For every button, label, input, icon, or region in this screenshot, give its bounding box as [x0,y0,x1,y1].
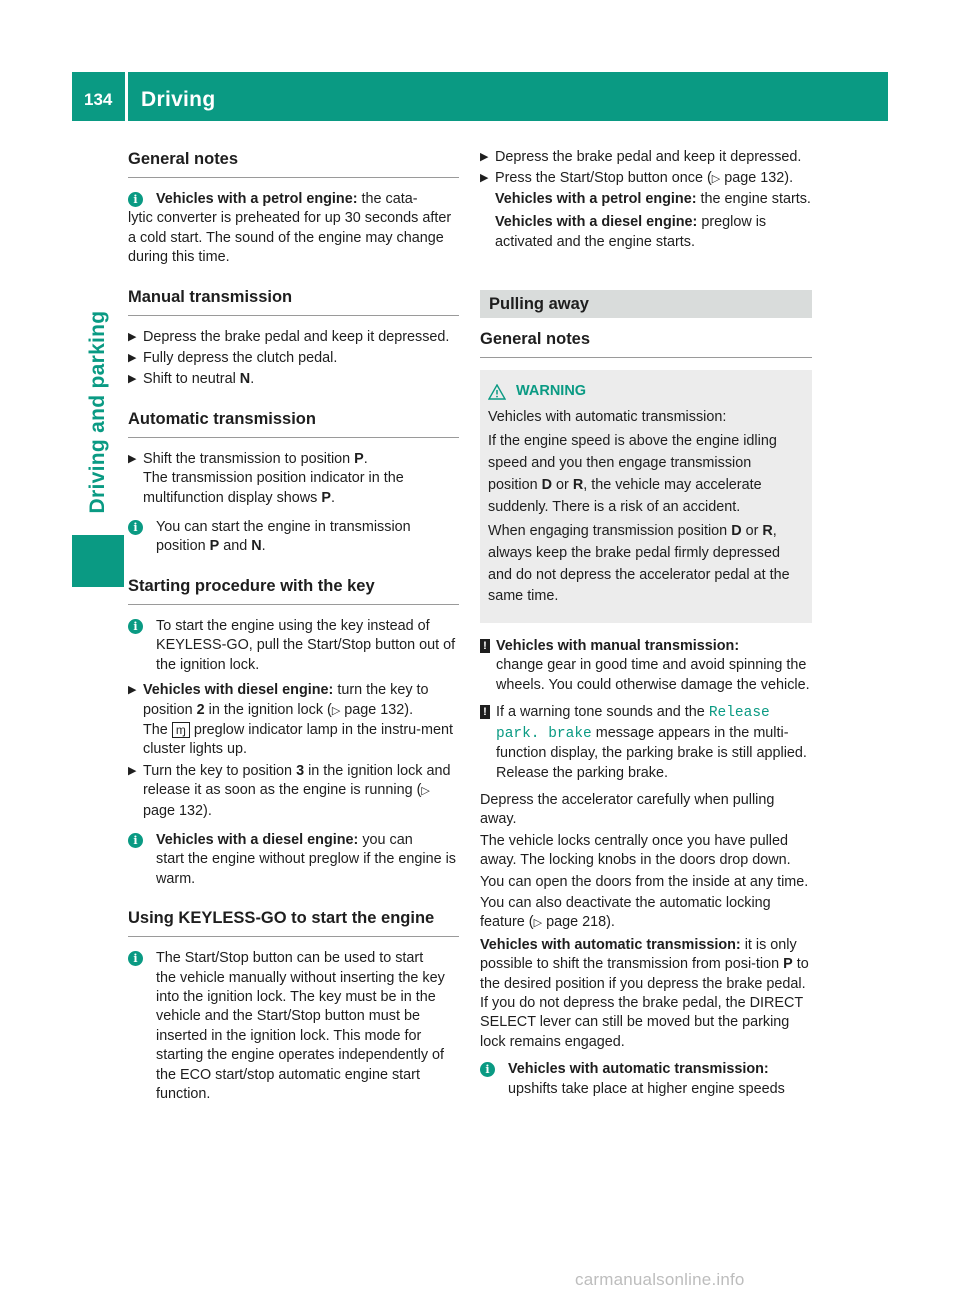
section-box-pulling-away: Pulling away [480,290,812,318]
arrow-right-icon: ▶ [128,452,137,465]
step-item: ▶ Fully depress the clutch pedal. [128,349,459,368]
info-note-upshift: i Vehicles with automatic transmission: upshifts take place at higher engine speeds [480,1060,812,1099]
warning-triangle-icon [488,384,506,400]
page-ref-link[interactable]: page 132). [724,170,794,187]
warning-paragraph: If the engine speed is above the engine idling speed and you then engage transmission position D or R, the vehicle may accelerate suddenly. There is a risk of an accident. [488,433,777,515]
watermark: carmanualsonline.info [575,1270,745,1289]
side-tab-label: Driving and parking [86,310,109,514]
page-ref-icon: ▷ [331,704,341,717]
warning-header: WARNING [488,381,802,403]
paragraph: Vehicles with automatic transmission: it is only possible to shift the transmission from posi-tion P to the desired position if you depress the brake pedal. If you do not depress the brake pedal, the DIRECT SELECT lever can still be moved but the parking lock remains engaged. [480,936,809,1050]
arrow-right-icon: ▶ [128,764,137,777]
page-ref-icon: ▷ [533,917,543,930]
arrow-right-icon: ▶ [128,684,137,697]
step-item: ▶ Depress the brake pedal and keep it depressed. [480,148,812,167]
info-note-petrol-body: lytic converter is preheated for up 30 seconds after a cold start. The sound of the engine may change during this time. [128,210,452,266]
heading-automatic-transmission: Automatic transmission [128,408,459,438]
page-ref-link[interactable]: page 218). [546,914,615,931]
paragraph: You can also deactivate the automatic locking feature (▷ page 218). [480,894,771,931]
page-ref-icon: ▷ [421,785,430,798]
heading-manual-transmission: Manual transmission [128,286,459,316]
display-message-release: Release [708,705,770,722]
arrow-right-icon: ▶ [128,352,137,365]
step-item: ▶ Vehicles with diesel engine: turn the key to position 2 in the ignition lock (▷ page 132). The ɱ preglow indicator lamp in the instru-ment cluster lights up. [128,682,453,758]
right-column [480,148,812,1105]
paragraph: Depress the accelerator carefully when pulling away. [480,791,775,828]
info-note-petrol: i Vehicles with a petrol engine: the cata- [128,190,459,209]
paragraph: The vehicle locks centrally once you have pulled away. The locking knobs in the doors drop down. [480,832,791,869]
arrow-right-icon: ▶ [128,373,137,386]
info-note-keyless: i To start the engine using the key instead of KEYLESS-GO, pull the Start/Stop button out of the ignition lock. [128,617,459,675]
page-number: 134 [84,90,113,109]
info-icon: i [128,833,143,848]
info-note-transmission: i You can start the engine in transmission position P and N. [128,518,459,557]
exclamation-icon: ! [480,639,490,653]
section-title: Driving [141,88,216,111]
info-note-diesel: i Vehicles with a diesel engine: you can start the engine without preglow if the engine is warm. [128,831,459,889]
arrow-right-icon: ▶ [480,172,489,185]
side-tab-square [72,535,124,587]
paragraph: You can open the doors from the inside at any time. [480,873,809,890]
display-message-park-brake: park. brake [496,725,592,742]
page-ref-link[interactable]: page 132). [143,802,212,819]
info-icon: i [128,192,143,207]
info-icon: i [128,619,143,634]
side-tab [72,150,124,550]
caution-note-manual: ! Vehicles with manual transmission: change gear in good time and avoid spinning the wheels. You could otherwise damage the vehicle. [480,637,812,695]
info-icon: i [128,520,143,535]
info-icon: i [128,951,143,966]
warning-box: WARNING Vehicles with automatic transmission: If the engine speed is above the engine idling speed and you then engage transmission position D or R, the vehicle may accelerate suddenly. There is a risk of an accident. When engaging transmission position D or R, always keep the brake pedal firmly depressed and do not depress the accelerator pedal at the same time. [480,370,812,623]
step-item: ▶ Press the Start/Stop button once (▷ page 132). Vehicles with a petrol engine: the engine starts. Vehicles with a diesel engine: preglow is activated and the engine starts. [480,170,811,250]
info-note-start-stop: i The Start/Stop button can be used to start the vehicle manually without inserting the key into the ignition lock. The key must be in the vehicle and the Start/Stop button must be inserted in the ignition lock. This mode for starting the engine operates independently of the ECO start/stop automatic engine start function. [128,949,459,1104]
exclamation-icon: ! [480,705,490,719]
header-divider [125,72,128,121]
arrow-right-icon: ▶ [480,151,489,163]
preglow-icon: ɱ [172,722,190,738]
step-item: ▶ Depress the brake pedal and keep it depressed. [128,328,459,347]
arrow-right-icon: ▶ [128,330,137,343]
heading-starting-procedure: Starting procedure with the key [128,575,459,605]
step-item: ▶ Turn the key to position 3 in the ignition lock and release it as soon as the engine is running (▷ page 132). [128,762,451,819]
info-icon: i [480,1062,495,1077]
warning-paragraph: When engaging transmission position D or R, always keep the brake pedal firmly depressed and do not depress the accelerator pedal at the same time. [488,523,790,605]
page-ref-icon: ▷ [711,173,721,186]
heading-general-notes: General notes [128,148,459,178]
caution-note-parking-brake: ! If a warning tone sounds and the Release park. brake message appears in the multi-function display, the parking brake is still applied. Release the parking brake. [480,703,812,783]
heading-general-notes-right: General notes [480,328,812,358]
step-item: ▶ Shift the transmission to position P. The transmission position indicator in the multifunction display shows P. [128,450,404,506]
page-ref-link[interactable]: page 132). [344,701,414,718]
step-item: ▶ Shift to neutral N. [128,370,459,389]
left-column [128,148,459,1110]
heading-keyless-go: Using KEYLESS-GO to start the engine [128,907,459,937]
